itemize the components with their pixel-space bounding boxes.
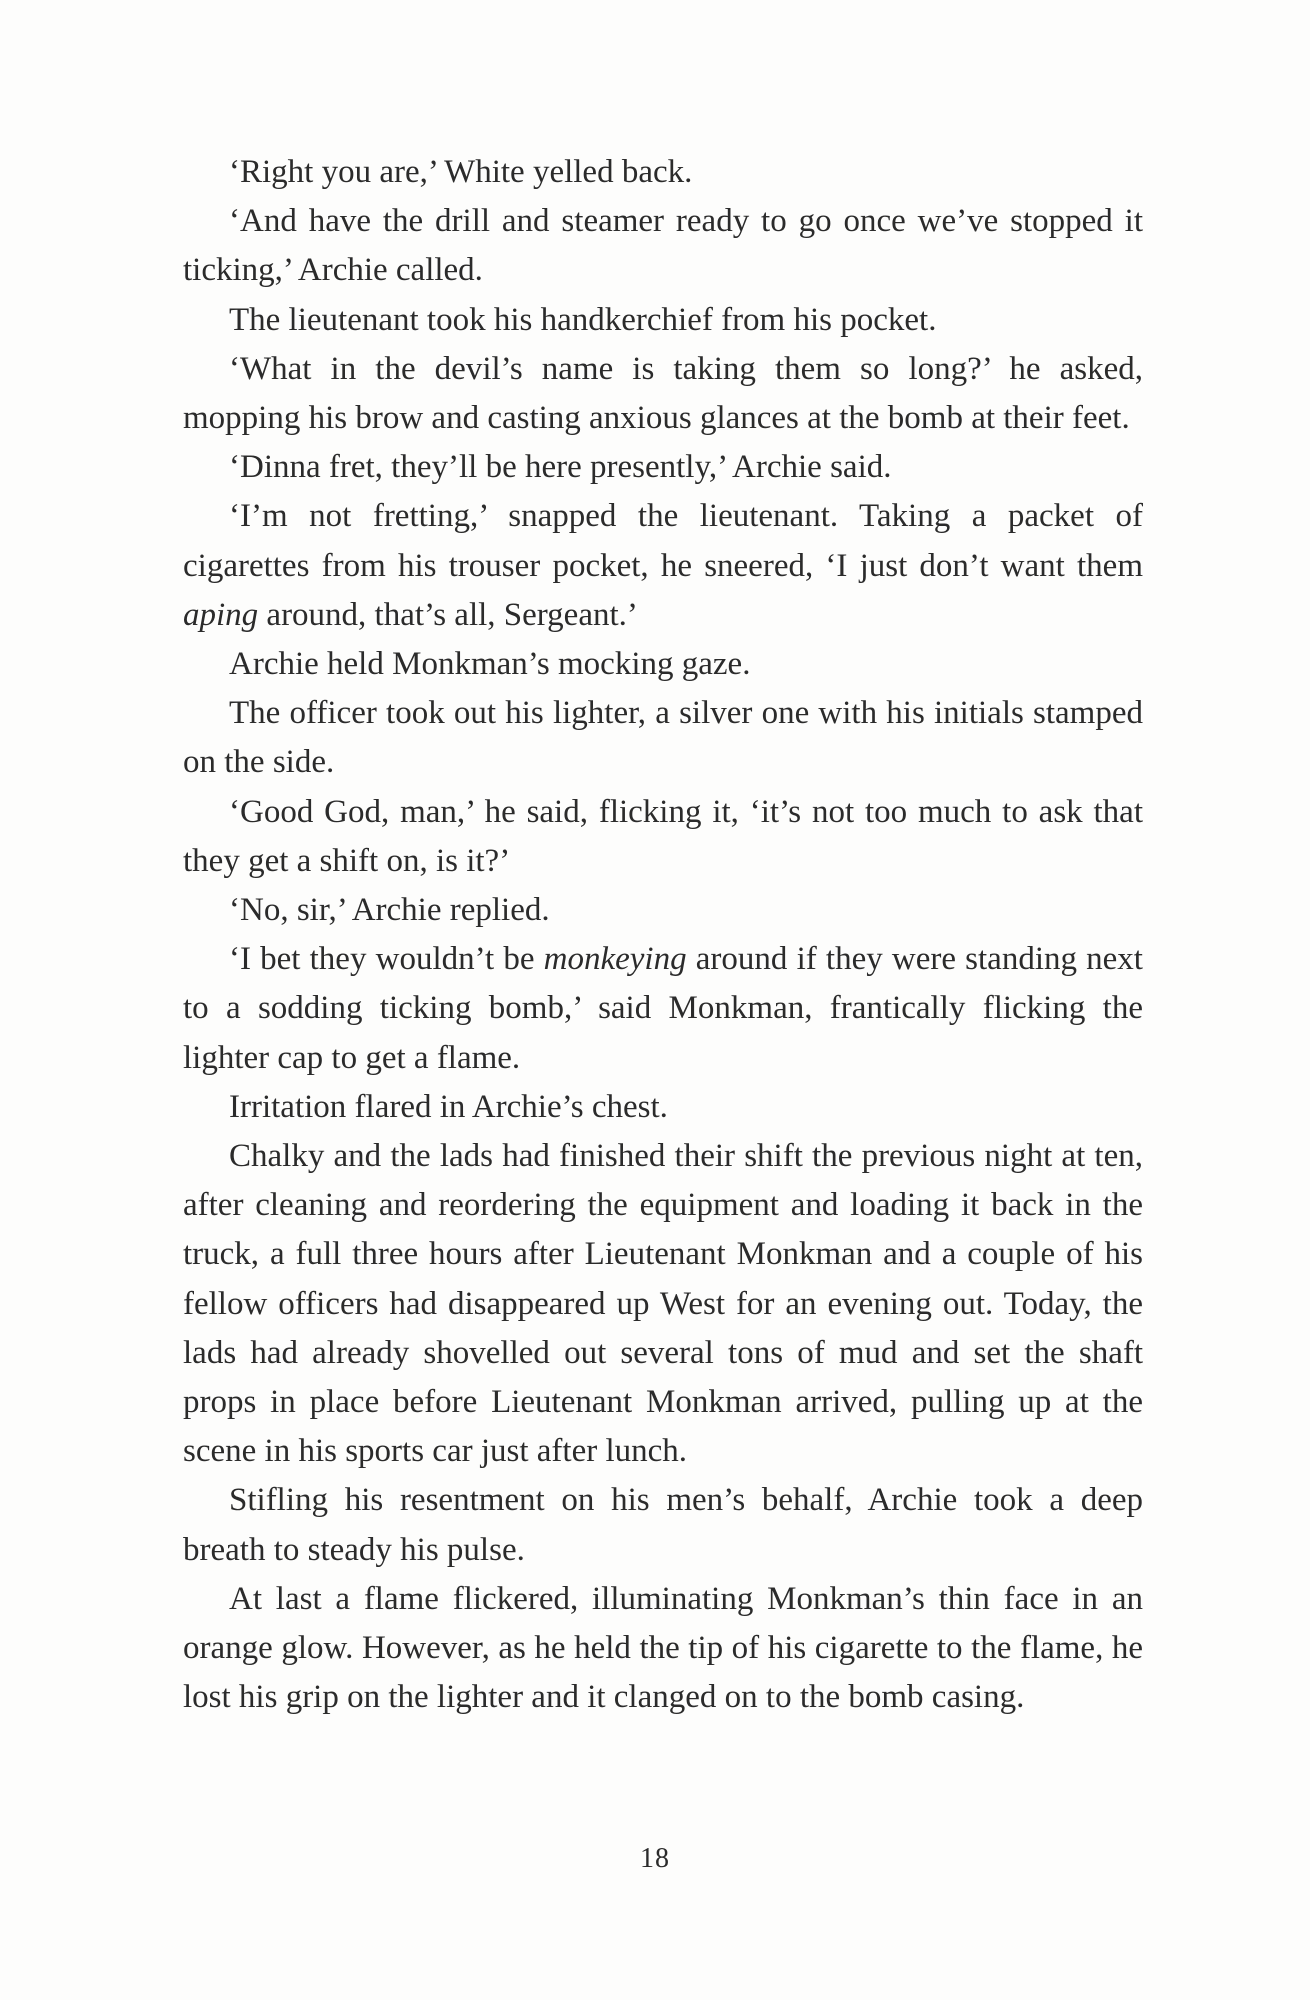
- paragraph: ‘No, sir,’ Archie replied.: [229, 892, 550, 929]
- paragraph: Irritation flared in Archie’s chest.: [229, 1088, 668, 1125]
- page-number: 18: [640, 1843, 670, 1874]
- paragraph: ‘Dinna fret, they’ll be here presently,’ Archie said.: [229, 449, 892, 486]
- italic-word: aping: [183, 596, 259, 633]
- body-text: [183, 148, 1143, 1723]
- paragraph: ‘I bet they wouldn’t be monkeying around if they were standing next to a sodding ticking bomb,’ said Monkman, frantically flicking the lighter cap to get a flame.: [183, 941, 1143, 1076]
- paragraph: ‘Good God, man,’ he said, flicking it, ‘it’s not too much to ask that they get a shift on, is it?’: [183, 793, 1143, 879]
- paragraph: Chalky and the lads had finished their shift the previous night at ten, after cleaning and reordering the equipment and loading it back in the truck, a full three hours after Lieutenant Monkman and a couple of his fellow officers had disappeared up West for an evening out. Today, the lads had already shovelled out several tons of mud and set the shaft props in place before Lieutenant Monkman arrived, pulling up at the scene in his sports car just after lunch.: [183, 1138, 1143, 1470]
- paragraph: Stifling his resentment on his men’s behalf, Archie took a deep breath to steady his pulse.: [183, 1482, 1143, 1568]
- paragraph: ‘Right you are,’ White yelled back.: [229, 154, 693, 190]
- paragraph: At last a flame flickered, illuminating Monkman’s thin face in an orange glow. However, as he held the tip of his cigarette to the flame, he lost his grip on the lighter and it clanged on to the bomb casing.: [183, 1580, 1143, 1716]
- paragraph: ‘I’m not fretting,’ snapped the lieutenant. Taking a packet of cigarettes from his trouser pocket, he sneered, ‘I just don’t want them aping around, that’s all, Sergeant.’: [183, 498, 1143, 633]
- paragraph: ‘What in the devil’s name is taking them so long?’ he asked, mopping his brow and casting anxious glances at the bomb at their feet.: [183, 350, 1143, 437]
- italic-word: monkeying: [543, 941, 687, 978]
- paragraph: The officer took out his lighter, a silver one with his initials stamped on the side.: [183, 695, 1143, 781]
- paragraph: Archie held Monkman’s mocking gaze.: [229, 646, 751, 683]
- paragraph: The lieutenant took his handkerchief from his pocket.: [229, 301, 937, 338]
- paragraph: ‘And have the drill and steamer ready to go once we’ve stopped it ticking,’ Archie called.: [183, 203, 1143, 289]
